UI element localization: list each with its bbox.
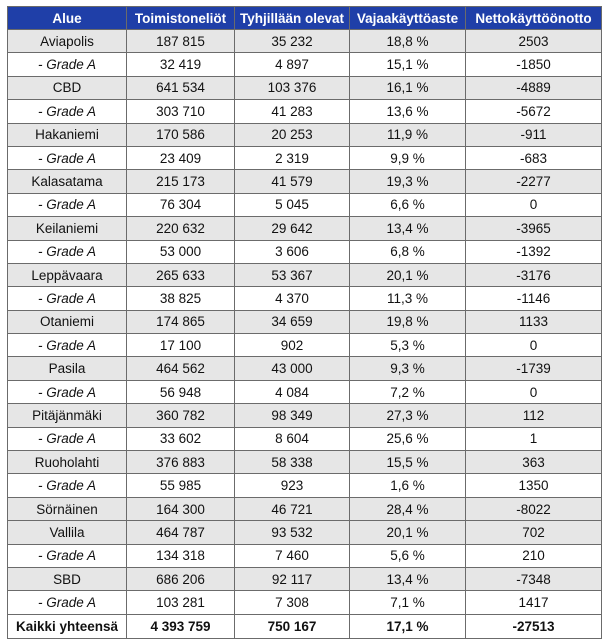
cell-area-name: Keilaniemi bbox=[8, 217, 127, 240]
cell-nettokayttoonotto: 112 bbox=[466, 404, 602, 427]
total-row bbox=[8, 614, 602, 638]
cell-vajaakayttoaste: 25,6 % bbox=[350, 427, 466, 450]
header-toimistoneliot: Toimistoneliöt bbox=[127, 7, 235, 30]
total-label: Kaikki yhteensä bbox=[8, 614, 127, 638]
cell-toimistoneliot: 220 632 bbox=[127, 217, 235, 240]
cell-toimistoneliot: 187 815 bbox=[127, 30, 235, 53]
cell-toimistoneliot: 265 633 bbox=[127, 263, 235, 286]
cell-nettokayttoonotto: 363 bbox=[466, 451, 602, 474]
cell-area-name: - Grade A bbox=[8, 380, 127, 403]
cell-tyhjillaan-olevat: 3 606 bbox=[235, 240, 350, 263]
cell-vajaakayttoaste: 9,3 % bbox=[350, 357, 466, 380]
cell-area-name: Vallila bbox=[8, 521, 127, 544]
cell-nettokayttoonotto: 1133 bbox=[466, 310, 602, 333]
cell-toimistoneliot: 32 419 bbox=[127, 53, 235, 76]
cell-vajaakayttoaste: 7,1 % bbox=[350, 591, 466, 614]
cell-area-name: - Grade A bbox=[8, 334, 127, 357]
cell-area-name: Aviapolis bbox=[8, 30, 127, 53]
office-vacancy-table bbox=[7, 6, 602, 639]
cell-nettokayttoonotto: -1392 bbox=[466, 240, 602, 263]
cell-area-name: - Grade A bbox=[8, 53, 127, 76]
table-row bbox=[8, 451, 602, 474]
table-row bbox=[8, 170, 602, 193]
cell-vajaakayttoaste: 19,8 % bbox=[350, 310, 466, 333]
table-row bbox=[8, 497, 602, 520]
cell-tyhjillaan-olevat: 93 532 bbox=[235, 521, 350, 544]
cell-area-name: Sörnäinen bbox=[8, 497, 127, 520]
cell-toimistoneliot: 464 787 bbox=[127, 521, 235, 544]
table-row-grade-a bbox=[8, 380, 602, 403]
cell-nettokayttoonotto: -911 bbox=[466, 123, 602, 146]
cell-area-name: - Grade A bbox=[8, 287, 127, 310]
cell-tyhjillaan-olevat: 43 000 bbox=[235, 357, 350, 380]
cell-area-name: Pitäjänmäki bbox=[8, 404, 127, 427]
cell-tyhjillaan-olevat: 7 460 bbox=[235, 544, 350, 567]
cell-tyhjillaan-olevat: 20 253 bbox=[235, 123, 350, 146]
cell-nettokayttoonotto: 1350 bbox=[466, 474, 602, 497]
cell-tyhjillaan-olevat: 5 045 bbox=[235, 193, 350, 216]
cell-toimistoneliot: 170 586 bbox=[127, 123, 235, 146]
cell-tyhjillaan-olevat: 4 897 bbox=[235, 53, 350, 76]
cell-area-name: Leppävaara bbox=[8, 263, 127, 286]
cell-toimistoneliot: 174 865 bbox=[127, 310, 235, 333]
cell-tyhjillaan-olevat: 902 bbox=[235, 334, 350, 357]
cell-tyhjillaan-olevat: 34 659 bbox=[235, 310, 350, 333]
cell-vajaakayttoaste: 11,3 % bbox=[350, 287, 466, 310]
cell-vajaakayttoaste: 15,5 % bbox=[350, 451, 466, 474]
table-row-grade-a bbox=[8, 193, 602, 216]
cell-area-name: Kalasatama bbox=[8, 170, 127, 193]
table-row bbox=[8, 404, 602, 427]
cell-vajaakayttoaste: 9,9 % bbox=[350, 146, 466, 169]
cell-vajaakayttoaste: 13,6 % bbox=[350, 100, 466, 123]
table-row-grade-a bbox=[8, 474, 602, 497]
table-header-row bbox=[8, 7, 602, 30]
header-nettokayttoonotto: Nettokäyttöönotto bbox=[466, 7, 602, 30]
cell-tyhjillaan-olevat: 4 084 bbox=[235, 380, 350, 403]
cell-toimistoneliot: 303 710 bbox=[127, 100, 235, 123]
cell-tyhjillaan-olevat: 46 721 bbox=[235, 497, 350, 520]
header-alue: Alue bbox=[8, 7, 127, 30]
table-row-grade-a bbox=[8, 53, 602, 76]
cell-vajaakayttoaste: 13,4 % bbox=[350, 217, 466, 240]
table-row bbox=[8, 30, 602, 53]
cell-nettokayttoonotto: -683 bbox=[466, 146, 602, 169]
cell-nettokayttoonotto: 0 bbox=[466, 380, 602, 403]
cell-vajaakayttoaste: 19,3 % bbox=[350, 170, 466, 193]
cell-area-name: CBD bbox=[8, 76, 127, 99]
cell-vajaakayttoaste: 20,1 % bbox=[350, 521, 466, 544]
cell-area-name: Ruoholahti bbox=[8, 451, 127, 474]
cell-vajaakayttoaste: 15,1 % bbox=[350, 53, 466, 76]
cell-vajaakayttoaste: 11,9 % bbox=[350, 123, 466, 146]
cell-toimistoneliot: 53 000 bbox=[127, 240, 235, 263]
cell-tyhjillaan-olevat: 4 370 bbox=[235, 287, 350, 310]
cell-nettokayttoonotto: 1 bbox=[466, 427, 602, 450]
cell-nettokayttoonotto: -3965 bbox=[466, 217, 602, 240]
cell-nettokayttoonotto: 210 bbox=[466, 544, 602, 567]
cell-area-name: - Grade A bbox=[8, 474, 127, 497]
cell-tyhjillaan-olevat: 53 367 bbox=[235, 263, 350, 286]
cell-area-name: - Grade A bbox=[8, 193, 127, 216]
cell-vajaakayttoaste: 7,2 % bbox=[350, 380, 466, 403]
cell-nettokayttoonotto: -7348 bbox=[466, 567, 602, 590]
header-tyhjillaan-olevat: Tyhjillään olevat bbox=[235, 7, 350, 30]
cell-toimistoneliot: 55 985 bbox=[127, 474, 235, 497]
cell-tyhjillaan-olevat: 41 283 bbox=[235, 100, 350, 123]
cell-nettokayttoonotto: 0 bbox=[466, 334, 602, 357]
table-row bbox=[8, 310, 602, 333]
cell-toimistoneliot: 134 318 bbox=[127, 544, 235, 567]
cell-toimistoneliot: 33 602 bbox=[127, 427, 235, 450]
cell-toimistoneliot: 641 534 bbox=[127, 76, 235, 99]
table-row bbox=[8, 263, 602, 286]
cell-nettokayttoonotto: -1146 bbox=[466, 287, 602, 310]
cell-area-name: - Grade A bbox=[8, 591, 127, 614]
cell-vajaakayttoaste: 6,8 % bbox=[350, 240, 466, 263]
cell-area-name: Pasila bbox=[8, 357, 127, 380]
table-row-grade-a bbox=[8, 427, 602, 450]
table-row bbox=[8, 357, 602, 380]
cell-vajaakayttoaste: 28,4 % bbox=[350, 497, 466, 520]
cell-area-name: - Grade A bbox=[8, 100, 127, 123]
cell-toimistoneliot: 103 281 bbox=[127, 591, 235, 614]
cell-toimistoneliot: 164 300 bbox=[127, 497, 235, 520]
table-row bbox=[8, 123, 602, 146]
cell-tyhjillaan-olevat: 103 376 bbox=[235, 76, 350, 99]
table-body bbox=[8, 30, 602, 615]
total-vajaakayttoaste: 17,1 % bbox=[350, 614, 466, 638]
cell-nettokayttoonotto: -4889 bbox=[466, 76, 602, 99]
table-row-grade-a bbox=[8, 591, 602, 614]
table-row-grade-a bbox=[8, 240, 602, 263]
header-vajaakayttoaste: Vajaakäyttöaste bbox=[350, 7, 466, 30]
table-row-grade-a bbox=[8, 146, 602, 169]
cell-area-name: SBD bbox=[8, 567, 127, 590]
cell-toimistoneliot: 464 562 bbox=[127, 357, 235, 380]
cell-tyhjillaan-olevat: 41 579 bbox=[235, 170, 350, 193]
table-row-grade-a bbox=[8, 100, 602, 123]
cell-toimistoneliot: 376 883 bbox=[127, 451, 235, 474]
cell-tyhjillaan-olevat: 92 117 bbox=[235, 567, 350, 590]
cell-tyhjillaan-olevat: 35 232 bbox=[235, 30, 350, 53]
cell-nettokayttoonotto: 0 bbox=[466, 193, 602, 216]
cell-nettokayttoonotto: 2503 bbox=[466, 30, 602, 53]
cell-area-name: - Grade A bbox=[8, 240, 127, 263]
total-tyhjillaan-olevat: 750 167 bbox=[235, 614, 350, 638]
cell-nettokayttoonotto: -2277 bbox=[466, 170, 602, 193]
cell-nettokayttoonotto: 702 bbox=[466, 521, 602, 544]
cell-nettokayttoonotto: 1417 bbox=[466, 591, 602, 614]
table-row bbox=[8, 217, 602, 240]
cell-area-name: - Grade A bbox=[8, 146, 127, 169]
cell-tyhjillaan-olevat: 923 bbox=[235, 474, 350, 497]
cell-toimistoneliot: 17 100 bbox=[127, 334, 235, 357]
cell-tyhjillaan-olevat: 29 642 bbox=[235, 217, 350, 240]
cell-nettokayttoonotto: -5672 bbox=[466, 100, 602, 123]
cell-tyhjillaan-olevat: 7 308 bbox=[235, 591, 350, 614]
cell-vajaakayttoaste: 20,1 % bbox=[350, 263, 466, 286]
cell-nettokayttoonotto: -8022 bbox=[466, 497, 602, 520]
cell-nettokayttoonotto: -1850 bbox=[466, 53, 602, 76]
cell-area-name: - Grade A bbox=[8, 544, 127, 567]
table-row bbox=[8, 76, 602, 99]
cell-toimistoneliot: 76 304 bbox=[127, 193, 235, 216]
cell-vajaakayttoaste: 13,4 % bbox=[350, 567, 466, 590]
cell-tyhjillaan-olevat: 8 604 bbox=[235, 427, 350, 450]
cell-vajaakayttoaste: 18,8 % bbox=[350, 30, 466, 53]
cell-tyhjillaan-olevat: 98 349 bbox=[235, 404, 350, 427]
cell-area-name: - Grade A bbox=[8, 427, 127, 450]
cell-toimistoneliot: 23 409 bbox=[127, 146, 235, 169]
cell-vajaakayttoaste: 16,1 % bbox=[350, 76, 466, 99]
table-row-grade-a bbox=[8, 287, 602, 310]
cell-nettokayttoonotto: -3176 bbox=[466, 263, 602, 286]
cell-vajaakayttoaste: 1,6 % bbox=[350, 474, 466, 497]
table-row-grade-a bbox=[8, 544, 602, 567]
cell-area-name: Hakaniemi bbox=[8, 123, 127, 146]
table-row bbox=[8, 567, 602, 590]
table-row-grade-a bbox=[8, 334, 602, 357]
cell-vajaakayttoaste: 6,6 % bbox=[350, 193, 466, 216]
cell-toimistoneliot: 215 173 bbox=[127, 170, 235, 193]
cell-vajaakayttoaste: 27,3 % bbox=[350, 404, 466, 427]
cell-area-name: Otaniemi bbox=[8, 310, 127, 333]
cell-vajaakayttoaste: 5,6 % bbox=[350, 544, 466, 567]
cell-tyhjillaan-olevat: 58 338 bbox=[235, 451, 350, 474]
cell-vajaakayttoaste: 5,3 % bbox=[350, 334, 466, 357]
cell-tyhjillaan-olevat: 2 319 bbox=[235, 146, 350, 169]
cell-nettokayttoonotto: -1739 bbox=[466, 357, 602, 380]
cell-toimistoneliot: 56 948 bbox=[127, 380, 235, 403]
cell-toimistoneliot: 686 206 bbox=[127, 567, 235, 590]
table-row bbox=[8, 521, 602, 544]
cell-toimistoneliot: 38 825 bbox=[127, 287, 235, 310]
total-toimistoneliot: 4 393 759 bbox=[127, 614, 235, 638]
cell-toimistoneliot: 360 782 bbox=[127, 404, 235, 427]
total-nettokayttoonotto: -27513 bbox=[466, 614, 602, 638]
